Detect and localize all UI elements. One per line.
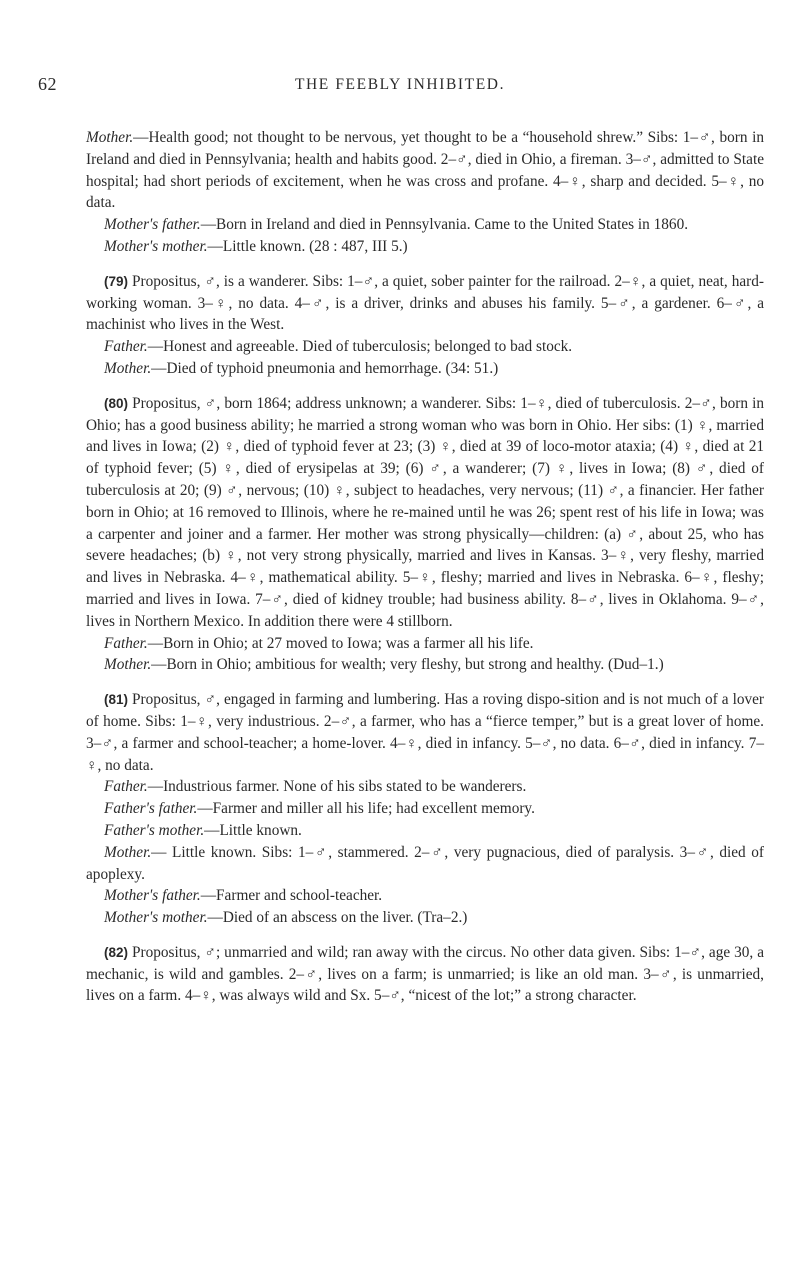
paragraph-text: — Little known. Sibs: 1–♂, stammered. 2–♂, very pugnacious, died of paralysis. 3–♂, died of apoplexy. [86, 843, 764, 883]
paragraph-text: —Farmer and miller all his life; had excellent memory. [197, 800, 535, 818]
paragraph [86, 654, 764, 676]
case-paragraph [86, 393, 764, 633]
relation-label: Father's father. [104, 800, 198, 818]
paragraph-text: Propositus, ♂, is a wanderer. Sibs: 1–♂, a quiet, sober painter for the railroad. 2–♀, a quiet, neat, hard-working woman. 3–♀, no data. 4–♂, is a driver, drinks and abuses his family. 5–♂, a gardener. 6–♂, a machinist who lives in the West. [86, 272, 764, 334]
body-text [86, 127, 764, 1007]
relation-label: Mother. [104, 656, 152, 674]
paragraph-text: —Born in Ireland and died in Pennsylvania. Came to the United States in 1860. [200, 216, 689, 234]
paragraph-text: —Died of an abscess on the liver. (Tra–2.) [207, 909, 468, 927]
paragraph-text: —Health good; not thought to be nervous, yet thought to be a “household shrew.” Sibs: 1–♂, born in Ireland and died in Pennsylvania; health and habits good. 2–♂, died in Ohio, a fireman. 3–♂, admitted to State hospital; had short periods of excitement, when he was cross and profane. 4–♀, sharp and decided. 5–♀, no data. [86, 129, 764, 212]
relation-label: Father. [104, 338, 148, 356]
paragraph [86, 776, 764, 798]
paragraph [86, 820, 764, 842]
relation-label: Mother. [104, 359, 152, 377]
case-number: (79) [104, 273, 129, 289]
case-paragraph [86, 271, 764, 336]
paragraph [86, 842, 764, 886]
paragraph [86, 336, 764, 358]
running-head: THE FEEBLY INHIBITED. [294, 76, 506, 93]
case-paragraph [86, 689, 764, 776]
paragraph [86, 798, 764, 820]
paragraph-text: —Little known. (28 : 487, III 5.) [207, 237, 408, 255]
paragraph [86, 885, 764, 907]
page-number: 62 [38, 74, 57, 94]
paragraph [86, 633, 764, 655]
paragraph-text: —Died of typhoid pneumonia and hemorrhage. (34: 51.) [151, 359, 499, 377]
relation-label: Father's mother. [104, 821, 205, 839]
paragraph [86, 214, 764, 236]
paragraph-text: Propositus, ♂, born 1864; address unknown; a wanderer. Sibs: 1–♀, died of tuberculosis. 2–♂, born in Ohio; has a good business ability; he married a strong woman who was born in Ohio. Her sibs: (1) ♀, married and lives in Iowa; (2) ♀, died of typhoid fever at 23; (3) ♀, died at 39 of loco-motor ataxia; (4) ♀, died at 21 of typhoid fever; (5) ♀, died of erysipelas at 39; (6) ♂, a wanderer; (7) ♀, lives in Iowa; (8) ♂, died of tuberculosis at 20; (9) ♂, nervous; (10) ♀, subject to headaches, very nervous; (11) ♂, a financier. Her father born in Ohio; at 16 removed to Illinois, where he re-mained until he was 26; spent rest of his life in Iowa; was a carpenter and joiner and a farmer. Her mother was strong physically—children: (a) ♂, about 25, who has severe headaches; (b) ♀, not very strong physically, married and lives in Kansas. 3–♀, very fleshy, married and lives in Nebraska. 4–♀, mathematical ability. 5–♀, fleshy; married and lives in Nebraska. 6–♀, fleshy; married and lives in Iowa. 7–♂, died of kidney trouble; had business ability. 8–♂, lives in Oklahoma. 9–♂, lives in Northern Mexico. In addition there were 4 stillborn. [86, 394, 764, 630]
paragraph-text: —Born in Ohio; ambitious for wealth; very fleshy, but strong and healthy. (Dud–1.) [151, 656, 664, 674]
paragraph [86, 127, 764, 214]
relation-label: Mother's father. [104, 216, 201, 234]
paragraph-text: —Industrious farmer. None of his sibs stated to be wanderers. [147, 778, 527, 796]
relation-label: Mother's mother. [104, 909, 208, 927]
relation-label: Mother's father. [104, 887, 201, 905]
paragraph-text: Propositus, ♂, engaged in farming and lumbering. Has a roving dispo-sition and is not much of a lover of home. Sibs: 1–♀, very industrious. 2–♂, a farmer, who has a “fierce temper,” but is a great lover of home. 3–♂, a farmer and school-teacher; a home-lover. 4–♀, died in infancy. 5–♂, no data. 6–♂, died in infancy. 7–♀, no data. [86, 691, 764, 774]
paragraph-text: —Little known. [204, 821, 302, 839]
relation-label: Father. [104, 634, 148, 652]
case-number: (80) [104, 395, 129, 411]
paragraph [86, 358, 764, 380]
paragraph [86, 907, 764, 929]
paragraph-text: —Born in Ohio; at 27 moved to Iowa; was a farmer all his life. [147, 634, 534, 652]
paragraph-text: —Farmer and school-teacher. [200, 887, 383, 905]
relation-label: Mother. [104, 843, 152, 861]
case-paragraph [86, 942, 764, 1007]
paragraph-text: —Honest and agreeable. Died of tuberculosis; belonged to bad stock. [147, 338, 573, 356]
case-number: (82) [104, 944, 129, 960]
relation-label: Mother's mother. [104, 237, 208, 255]
relation-label: Father. [104, 778, 148, 796]
case-number: (81) [104, 692, 129, 708]
relation-label: Mother. [86, 129, 134, 146]
paragraph [86, 236, 764, 258]
paragraph-text: Propositus, ♂; unmarried and wild; ran away with the circus. No other data given. Sibs: 1–♂, age 30, a mechanic, is wild and gambles. 2–♂, lives on a farm; is unmarried; is like an old man. 3–♂, is unmarried, lives on a farm. 4–♀, was always wild and Sx. 5–♂, “nicest of the lot;” a strong character. [86, 943, 764, 1005]
